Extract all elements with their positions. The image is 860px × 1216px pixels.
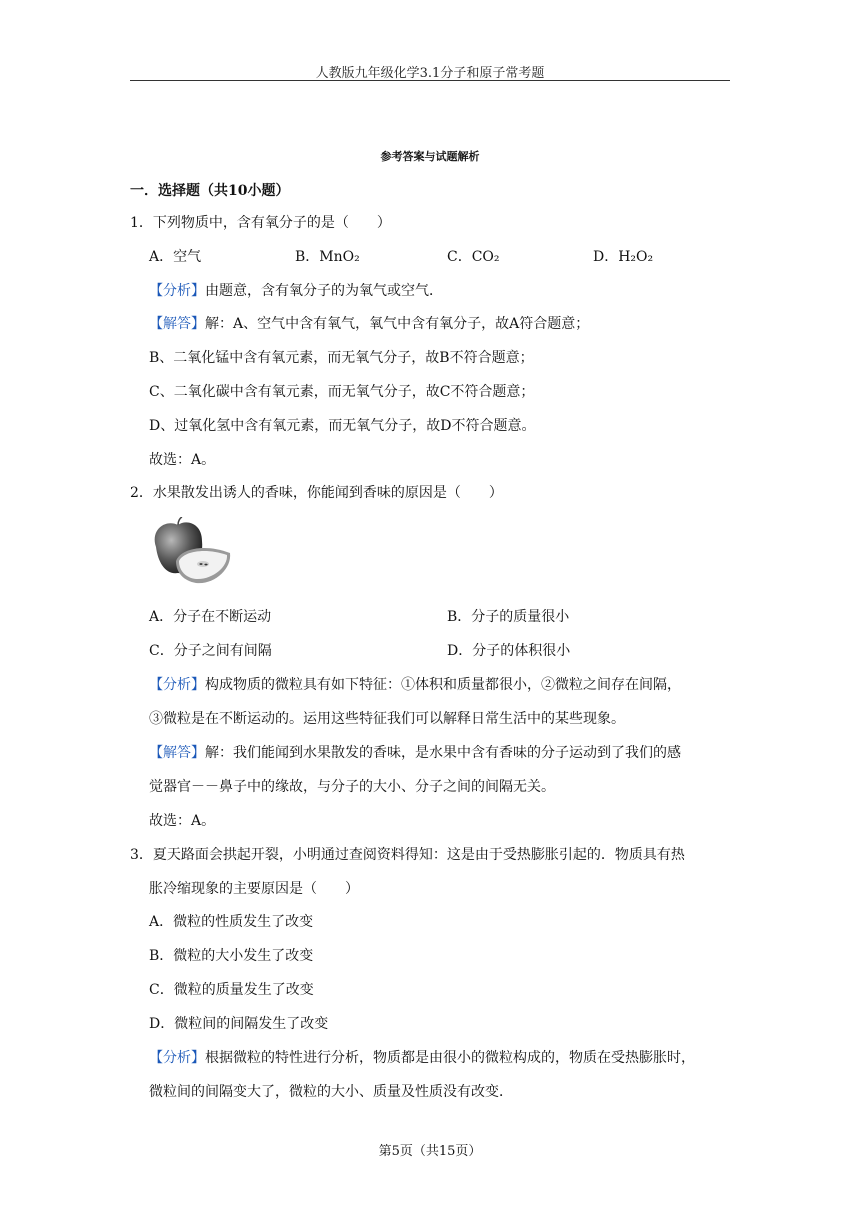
q1-option-d: D．H₂O₂	[593, 249, 654, 265]
q2-option-b: B．分子的质量很小	[447, 609, 570, 625]
q3-option-b: B．微粒的大小发生了改变	[149, 948, 314, 964]
q1-choice: 故选：A。	[149, 452, 216, 468]
q2-answer-line: 觉器官－－鼻子中的缘故，与分子的大小、分子之间的间隔无关。	[149, 779, 555, 795]
section-heading: 一．选择题（共10小题）	[130, 183, 290, 199]
q2-stem: 2．水果散发出诱人的香味，你能闻到香味的原因是（ ）	[130, 485, 503, 501]
q2-answer	[149, 744, 681, 762]
answer-text: 解：我们能闻到水果散发的香味，是水果中含有香味的分子运动到了我们的感	[205, 745, 681, 761]
analysis-tag: 【分析】	[149, 283, 205, 299]
q1-option-c: C．CO₂	[447, 249, 500, 265]
answer-tag: 【解答】	[149, 316, 205, 332]
q2-option-a: A．分子在不断运动	[149, 609, 272, 625]
analysis-text: 构成物质的微粒具有如下特征：①体积和质量都很小，②微粒之间存在间隔，	[205, 677, 681, 693]
q3-option-a: A．微粒的性质发生了改变	[149, 914, 314, 930]
analysis-tag: 【分析】	[149, 1050, 205, 1066]
q1-answer-line: B、二氧化锰中含有氧元素，而无氧气分子，故B不符合题意；	[149, 350, 534, 366]
page-footer: 第5页（共15页）	[378, 1144, 482, 1159]
q2-option-d: D．分子的体积很小	[447, 643, 571, 659]
document-title: 参考答案与试题解析	[380, 150, 480, 163]
q3-stem-line: 胀冷缩现象的主要原因是（ ）	[149, 881, 359, 897]
header-divider	[130, 80, 730, 81]
q3-analysis-line: 微粒间的间隔变大了，微粒的大小、质量及性质没有改变．	[149, 1084, 513, 1100]
q2-analysis-line: ③微粒是在不断运动的。运用这些特征我们可以解释日常生活中的某些现象。	[149, 711, 625, 727]
apple-image	[148, 517, 234, 589]
analysis-tag: 【分析】	[149, 677, 205, 693]
q1-option-a: A．空气	[149, 249, 202, 265]
q3-option-d: D．微粒间的间隔发生了改变	[149, 1016, 329, 1032]
q3-option-c: C．微粒的质量发生了改变	[149, 982, 314, 998]
q1-answer-line: D、过氧化氢中含有氧元素，而无氧气分子，故D不符合题意。	[149, 418, 536, 434]
answer-tag: 【解答】	[149, 745, 205, 761]
analysis-text: 根据微粒的特性进行分析，物质都是由很小的微粒构成的，物质在受热膨胀时，	[205, 1050, 695, 1066]
q1-analysis	[149, 282, 443, 300]
q1-stem: 1．下列物质中，含有氧分子的是（ ）	[130, 215, 391, 231]
q2-choice: 故选：A。	[149, 813, 216, 829]
q2-analysis	[149, 676, 681, 694]
q1-answer	[149, 315, 589, 333]
answer-text: 解：A、空气中含有氧气，氧气中含有氧分子，故A符合题意；	[205, 316, 590, 332]
page-header: 人教版九年级化学3.1分子和原子常考题	[315, 66, 545, 81]
analysis-text: 由题意，含有氧分子的为氧气或空气．	[205, 283, 443, 299]
q1-answer-line: C、二氧化碳中含有氧元素，而无氧气分子，故C不符合题意；	[149, 384, 535, 400]
q1-option-b: B．MnO₂	[295, 249, 360, 265]
q3-stem: 3．夏天路面会拱起开裂，小明通过查阅资料得知：这是由于受热膨胀引起的．物质具有热	[130, 847, 685, 863]
q3-analysis	[149, 1049, 695, 1067]
q2-option-c: C．分子之间有间隔	[149, 643, 272, 659]
